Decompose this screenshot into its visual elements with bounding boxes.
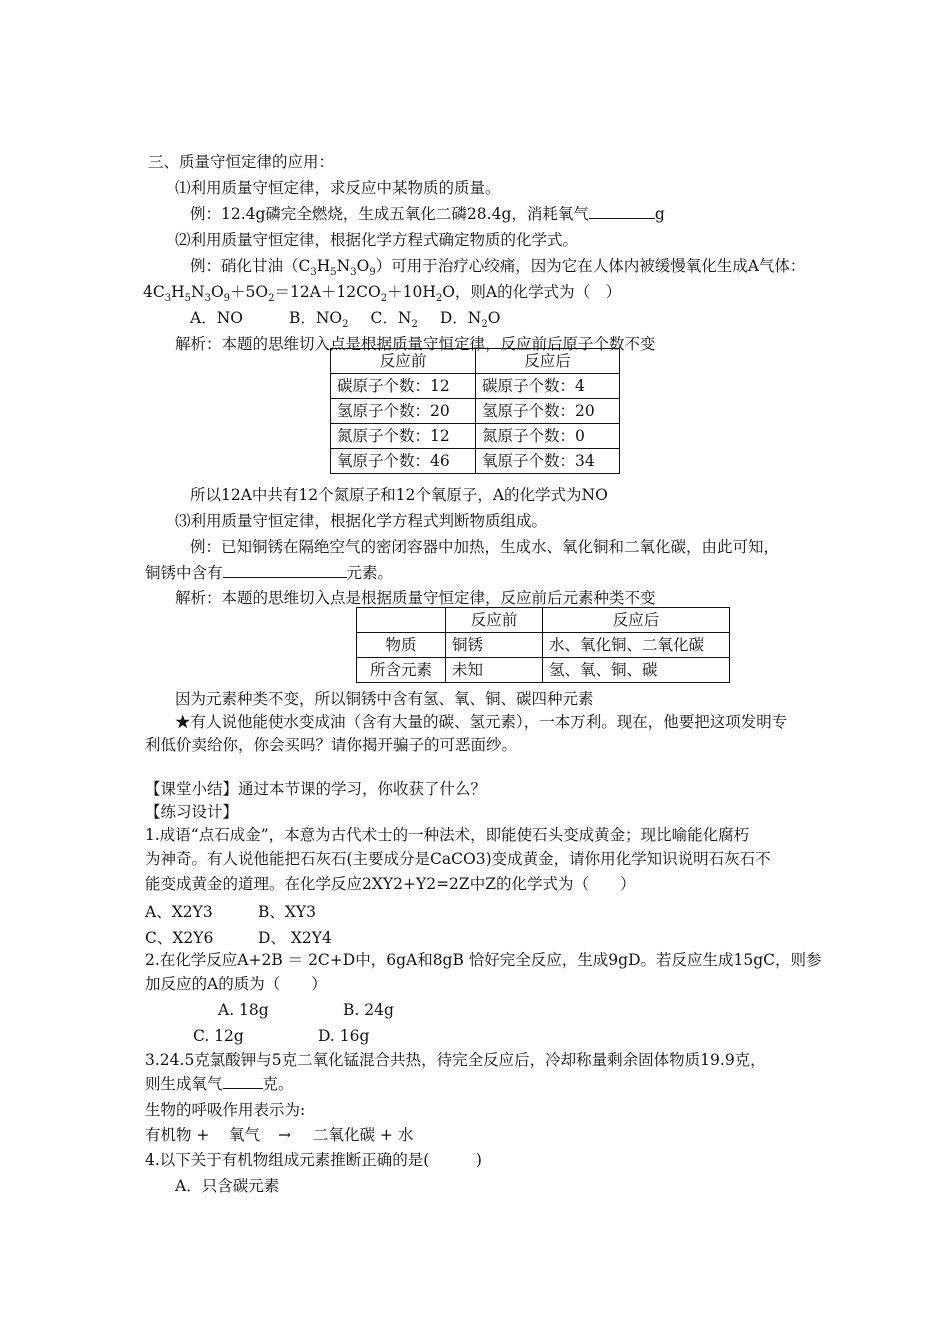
q3-line1: 3.24.5克氯酸钾与5克二氧化锰混合共热，待完全反应后，冷却称量剩余固体物质19.9克， xyxy=(145,1051,766,1069)
subscript: 2 xyxy=(411,319,418,331)
subscript: 5 xyxy=(184,293,192,305)
q1-option-b: B、XY3 xyxy=(258,903,317,921)
app1-title: ⑴利用质量守恒定律，求反应中某物质的质量。 xyxy=(175,179,501,197)
table-cell: 碳原子个数：12 xyxy=(331,374,476,399)
table-header-row xyxy=(331,349,620,374)
table-header-row xyxy=(357,608,730,633)
subscript: 9 xyxy=(369,267,376,279)
text: D．N xyxy=(439,309,482,327)
star-question-line1: ★有人说他能使水变成油（含有大量的碳、氢元素），一本万利。现在，他要把这项发明专 xyxy=(175,713,788,731)
table-cell: 氢、氧、铜、碳 xyxy=(543,658,730,683)
option-a: A．NO xyxy=(190,309,243,327)
q1-option-d: D、 X2Y4 xyxy=(258,929,332,947)
text: O xyxy=(210,283,224,301)
table-cell: 水、氧化铜、二氧化碳 xyxy=(543,633,730,658)
table-row xyxy=(331,449,620,474)
app3-conclusion: 因为元素种类不变，所以铜锈中含有氢、氧、铜、碳四种元素 xyxy=(175,690,594,708)
table-header-cell xyxy=(357,608,446,633)
subscript: 2 xyxy=(268,293,275,305)
text: ＋10H xyxy=(387,283,436,301)
app3-example-line1: 例：已知铜锈在隔绝空气的密闭容器中加热，生成水、氧化铜和二氧化碳，由此可知， xyxy=(190,538,780,556)
text: 元素。 xyxy=(346,564,394,582)
text: ＝12A＋12CO xyxy=(274,283,381,301)
table-cell: 物质 xyxy=(357,633,446,658)
table-header-cell: 反应后 xyxy=(476,349,620,374)
respiration-products: 二氧化碳 + 水 xyxy=(313,1126,414,1144)
table-row xyxy=(331,399,620,424)
option-d xyxy=(439,309,501,331)
text: 例：硝化甘油（C xyxy=(190,257,311,275)
practice-heading: 【练习设计】 xyxy=(145,803,239,821)
subscript: 2 xyxy=(481,319,488,331)
element-table xyxy=(356,607,730,683)
table-cell: 未知 xyxy=(446,658,543,683)
table-row xyxy=(331,374,620,399)
table-header-cell: 反应前 xyxy=(446,608,543,633)
text: H xyxy=(171,283,185,301)
option-b xyxy=(288,309,349,331)
q1-line3: 能变成黄金的道理。在化学反应2XY2+Y2=2Z中Z的化学式为（ ） xyxy=(145,875,636,893)
table-cell: 氢原子个数：20 xyxy=(331,399,476,424)
text: C．N xyxy=(370,309,412,327)
app1-example-text: 例：12.4g磷完全燃烧，生成五氧化二磷28.4g，消耗氧气 xyxy=(190,205,589,223)
table-header-cell: 反应前 xyxy=(331,349,476,374)
table-cell: 氮原子个数：0 xyxy=(476,424,620,449)
text: O xyxy=(487,309,501,327)
q2-option-d: D. 16g xyxy=(318,1027,370,1045)
subscript: 3 xyxy=(164,293,172,305)
q1-option-a: A、X2Y3 xyxy=(145,903,213,921)
q4-line1: 4.以下关于有机物组成元素推断正确的是( ) xyxy=(145,1151,482,1169)
app1-example-unit: g xyxy=(654,205,665,223)
q3-line2 xyxy=(145,1072,294,1096)
q1-line1: 1.成语“点石成金”，本意为古代术士的一种法术，即能使石头变成黄金；现比喻能化腐朽 xyxy=(145,826,750,844)
section-3-heading: 三、质量守恒定律的应用： xyxy=(148,153,335,171)
table-cell: 所含元素 xyxy=(357,658,446,683)
subscript: 2 xyxy=(342,319,349,331)
app3-title: ⑶利用质量守恒定律，根据化学方程式判断物质组成。 xyxy=(175,512,548,530)
subscript: 9 xyxy=(223,293,231,305)
text: 则生成氧气 xyxy=(145,1075,223,1093)
text: H xyxy=(316,257,331,275)
text: O，则A的化学式为（ ） xyxy=(442,283,622,301)
table-cell: 氢原子个数：20 xyxy=(476,399,620,424)
text: 4C xyxy=(143,283,165,301)
subscript: 2 xyxy=(435,293,443,305)
app1-example xyxy=(190,202,665,226)
q4-option-a: A．只含碳元素 xyxy=(175,1177,280,1195)
q2-line2: 加反应的A的质为（ ） xyxy=(145,975,327,993)
subscript: 3 xyxy=(310,267,317,279)
table-row xyxy=(357,633,730,658)
text: O xyxy=(356,257,370,275)
text: N xyxy=(336,257,351,275)
text: ＋5O xyxy=(230,283,269,301)
table-row xyxy=(331,424,620,449)
atom-count-table xyxy=(330,348,620,474)
option-c xyxy=(370,309,418,331)
class-summary: 【课堂小结】通过本节课的学习，你收获了什么？ xyxy=(145,780,487,798)
subscript: 2 xyxy=(380,293,388,305)
respiration-organic: 有机物 + xyxy=(145,1126,210,1144)
text: 铜锈中含有 xyxy=(145,564,223,582)
table-header-cell: 反应后 xyxy=(543,608,730,633)
table-cell: 碳原子个数：4 xyxy=(476,374,620,399)
app2-title: ⑵利用质量守恒定律，根据化学方程式确定物质的化学式。 xyxy=(175,231,579,249)
app3-example-line2 xyxy=(145,561,393,585)
answer-blank[interactable] xyxy=(223,1072,263,1089)
q2-line1: 2.在化学反应A+2B ＝ 2C+D中，6gA和8gB 恰好完全反应，生成9gD。若反应生成15gC，则参 xyxy=(145,951,822,969)
text: 克。 xyxy=(262,1075,294,1093)
text: N xyxy=(191,283,205,301)
q1-line2: 为神奇。有人说他能把石灰石(主要成分是CaCO3)变成黄金，请你用化学知识说明石灰石不 xyxy=(145,850,771,868)
app3-analysis: 解析：本题的思维切入点是根据质量守恒定律，反应前后元素种类不变 xyxy=(175,589,656,607)
answer-blank[interactable] xyxy=(589,202,655,219)
table-cell: 氧原子个数：34 xyxy=(476,449,620,474)
q2-option-b: B. 24g xyxy=(343,1001,394,1019)
q2-option-a: A. 18g xyxy=(218,1001,269,1019)
subscript: 3 xyxy=(350,267,357,279)
text: B．NO xyxy=(288,309,343,327)
app2-conclusion: 所以12A中共有12个氮原子和12个氧原子，A的化学式为NO xyxy=(190,486,608,504)
subscript: 3 xyxy=(204,293,211,305)
star-question-line2: 利低价卖给你，你会买吗？请你揭开骗子的可恶面纱。 xyxy=(145,736,518,754)
app2-analysis: 解析：本题的思维切入点是根据质量守恒定律，反应前后原子个数不变 xyxy=(175,335,656,353)
respiration-oxygen: 氧气 xyxy=(229,1126,261,1144)
respiration-title: 生物的呼吸作用表示为: xyxy=(145,1101,306,1119)
arrow-icon: → xyxy=(278,1126,291,1144)
q1-option-c: C、X2Y6 xyxy=(145,929,214,947)
table-cell: 铜锈 xyxy=(446,633,543,658)
subscript: 5 xyxy=(330,267,337,279)
table-row xyxy=(357,658,730,683)
table-cell: 氧原子个数：46 xyxy=(331,449,476,474)
table-cell: 氮原子个数：12 xyxy=(331,424,476,449)
text: ）可用于治疗心绞痛，因为它在人体内被缓慢氧化生成A气体： xyxy=(375,257,806,275)
q2-option-c: C. 12g xyxy=(193,1027,244,1045)
answer-blank[interactable] xyxy=(223,561,347,578)
